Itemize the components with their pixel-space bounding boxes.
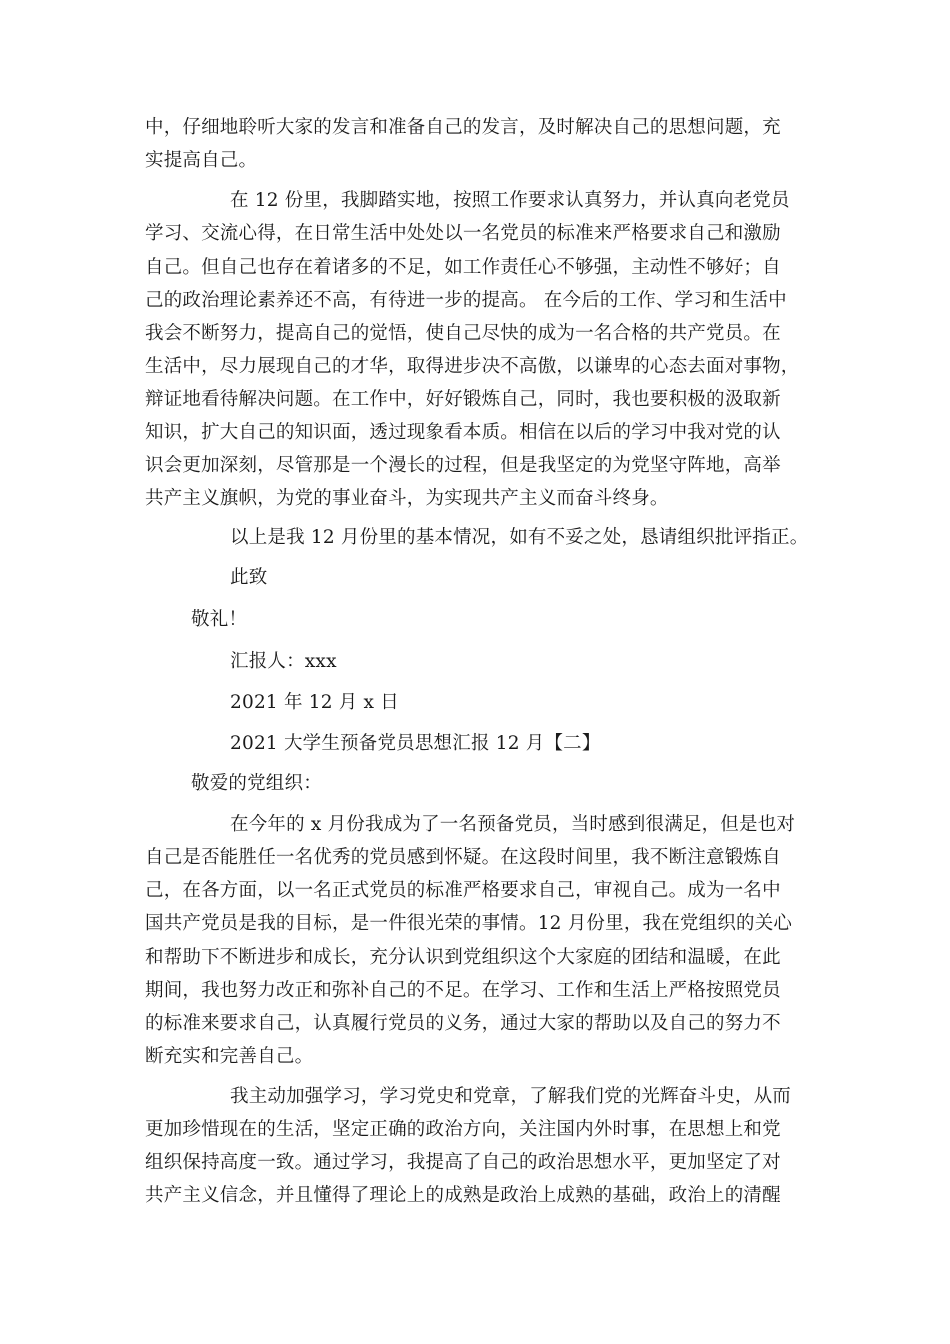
cizhi-line: 此致 bbox=[230, 567, 268, 588]
section-title: 2021 大学生预备党员思想汇报 12 月【二】 bbox=[230, 733, 601, 754]
text-line: 期间，我也努力改正和弥补自己的不足。在学习、工作和生活上严格按照党员 bbox=[145, 980, 781, 1001]
salutation-line: 敬爱的党组织： bbox=[191, 773, 322, 794]
text-line: 识会更加深刻，尽管那是一个漫长的过程，但是我坚定的为党坚守阵地，高举 bbox=[145, 455, 781, 476]
text-line: 在 12 份里，我脚踏实地，按照工作要求认真努力，并认真向老党员 bbox=[230, 190, 790, 211]
text-line: 共产主义旗帜，为党的事业奋斗，为实现共产主义而奋斗终身。 bbox=[145, 488, 669, 509]
text-line: 中，仔细地聆听大家的发言和准备自己的发言，及时解决自己的思想问题，充 bbox=[145, 117, 781, 138]
text-line: 己的政治理论素养还不高，有待进一步的提高。 在今后的工作、学习和生活中 bbox=[145, 290, 787, 311]
text-line: 知识，扩大自己的知识面，透过现象看本质。相信在以后的学习中我对党的认 bbox=[145, 422, 781, 443]
text-line: 共产主义信念，并且懂得了理论上的成熟是政治上成熟的基础，政治上的清醒 bbox=[145, 1185, 781, 1206]
text-line: 我主动加强学习，学习党史和党章，了解我们党的光辉奋斗史，从而 bbox=[230, 1086, 792, 1107]
text-line: 生活中，尽力展现自己的才华，取得进步决不高傲，以谦卑的心态去面对事物， bbox=[145, 356, 800, 377]
jingli-line: 敬礼！ bbox=[191, 609, 248, 630]
text-line: 国共产党员是我的目标，是一件很光荣的事情。12 月份里，我在党组织的关心 bbox=[145, 913, 793, 934]
text-line: 自己。但自己也存在着诸多的不足，如工作责任心不够强，主动性不够好；自 bbox=[145, 257, 781, 278]
text-line: 在今年的 x 月份我成为了一名预备党员，当时感到很满足，但是也对 bbox=[230, 814, 796, 835]
text-line: 己，在各方面，以一名正式党员的标准严格要求自己，审视自己。成为一名中 bbox=[145, 880, 781, 901]
text-line: 学习、交流心得，在日常生活中处处以一名党员的标准来严格要求自己和激励 bbox=[145, 223, 781, 244]
text-line: 我会不断努力，提高自己的觉悟，使自己尽快的成为一名合格的共产党员。在 bbox=[145, 323, 781, 344]
reporter-line: 汇报人：xxx bbox=[230, 651, 337, 672]
text-line: 自己是否能胜任一名优秀的党员感到怀疑。在这段时间里，我不断注意锻炼自 bbox=[145, 847, 781, 868]
text-line: 和帮助下不断进步和成长，充分认识到党组织这个大家庭的团结和温暖，在此 bbox=[145, 947, 781, 968]
text-line: 更加珍惜现在的生活，坚定正确的政治方向，关注国内外时事，在思想上和党 bbox=[145, 1119, 781, 1140]
text-line: 辩证地看待解决问题。在工作中，好好锻炼自己，同时，我也要积极的汲取新 bbox=[145, 389, 781, 410]
text-line: 断充实和完善自己。 bbox=[145, 1046, 314, 1067]
text-line: 组织保持高度一致。通过学习，我提高了自己的政治思想水平，更加坚定了对 bbox=[145, 1152, 781, 1173]
text-line: 的标准来要求自己，认真履行党员的义务，通过大家的帮助以及自己的努力不 bbox=[145, 1013, 781, 1034]
closing-line: 以上是我 12 月份里的基本情况，如有不妥之处，恳请组织批评指正。 bbox=[230, 527, 809, 548]
date-line: 2021 年 12 月 x 日 bbox=[230, 692, 399, 713]
text-line: 实提高自己。 bbox=[145, 150, 258, 171]
